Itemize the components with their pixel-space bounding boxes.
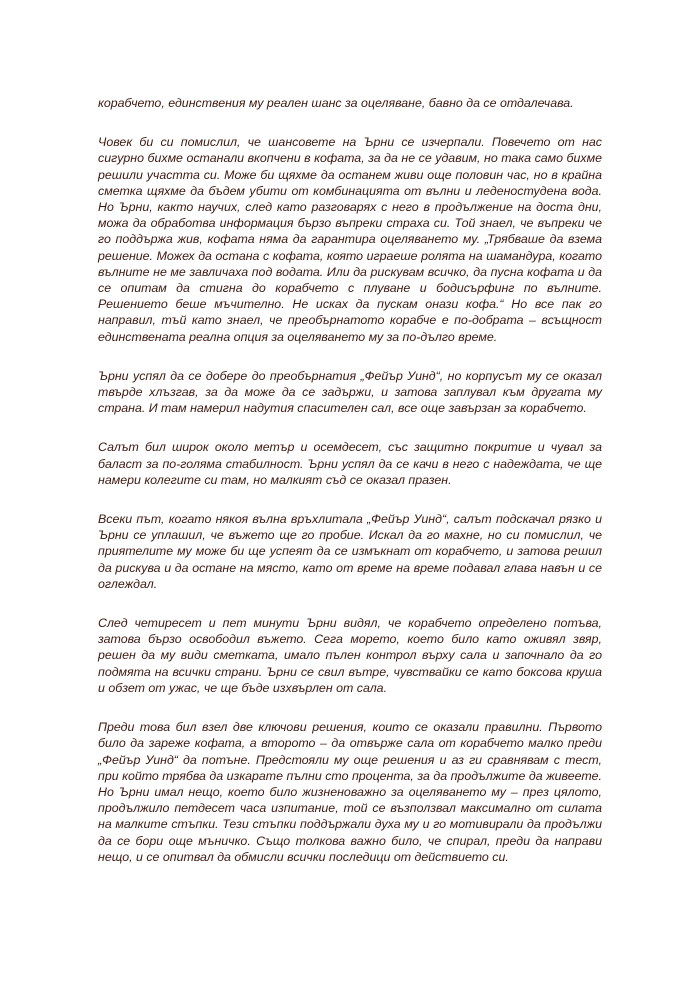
paragraph-3: Ърни успял да се добере до преобърнатия „Фейър Уинд“, но корпусът му се оказал твърде хлъзгав, за да може да се задържи, и затова заплувал към другата му страна. И там намерил надутия спасителен сал, все още завързан за корабчето. (98, 368, 602, 416)
paragraph-5: Всеки път, когато някоя вълна връхлитала „Фейър Уинд“, салът подскачал рязко и Ърни се уплашил, че въжето ще го пробие. Искал да го махне, но си помислил, че приятелите му може би ще успеят да се измъкнат от корабчето, и затова решил да рискува и да остане на място, като от време на време подавал глава навън и се оглеждал. (98, 512, 602, 591)
paragraph-2: Човек би си помислил, че шансовете на Ърни се изчерпали. Повечето от нас сигурно бихме останали вкопчени в кофата, за да не се удавим, но така само бихме решили участта си. Може би щяхме да останем живи още половин час, но в крайна сметка щяхме да бъдем убити от комбинацията от вълни и леденостудена вода. Но Ърни, както научих, след като разговарях с него в продължение на доста дни, можа да обработва информация бързо въпреки страха си. Той знаел, че въпреки че го поддържа жив, кофата няма да гарантира оцеляването му. „Трябваше да взема решение. Можех да остана с кофата, която играеше ролята на шамандура, когато вълните не ме завличаха под водата. Или да рискувам всичко, да пусна кофата и да се опитам да стигна до корабчето с плуване и бодисърфинг по вълните. Решението беше мъчително. Не исках да пускам онази кофа.“ Но все пак го направил, тъй като знаел, че преобърнатото корабче е по-добрата – всъщност единствената реална опция за оцеляването му за по-дълго време. (98, 135, 602, 344)
paragraph-6: След четиресет и пет минути Ърни видял, че корабчето определено потъва, затова бързо освободил въжето. Сега морето, което било като оживял звяр, решен да му види сметката, имало пълен контрол върху сала и започнало да го подмята на всички страни. Ърни се свил вътре, чувствайки се като боксова круша и обзет от ужас, че ще бъде изхвърлен от сала. (98, 616, 602, 695)
paragraph-1: корабчето, единствения му реален шанс за оцеляване, бавно да се отдалечава. (98, 96, 574, 110)
text-column (98, 95, 602, 888)
paragraph-7: Преди това бил взел две ключови решения, които се оказали правилни. Първото било да зареже кофата, а второто – да отвърже сала от корабчето малко преди „Фейър Уинд“ да потъне. Предстояли му още решения и аз ги сравнявам с тест, при който трябва да изкарате пълни сто процента, за да продължите да живеете. Но Ърни имал нещо, което било жизненоважно за оцеляването му – през цялото, продължило петдесет часа изпитание, той се възползвал максимално от силата на малките стъпки. Тези стъпки поддържали духа му и го мотивирали да продължи да се бори още мъничко. Също толкова важно било, че спирал, преди да направи нещо, и се опитвал да обмисли всички последици от действието си. (98, 720, 602, 864)
paragraph-4: Салът бил широк около метър и осемдесет, със защитно покритие и чувал за баласт за по-голяма стабилност. Ърни успял да се качи в него с надеждата, че ще намери колегите си там, но малкият съд се оказал празен. (98, 440, 602, 487)
